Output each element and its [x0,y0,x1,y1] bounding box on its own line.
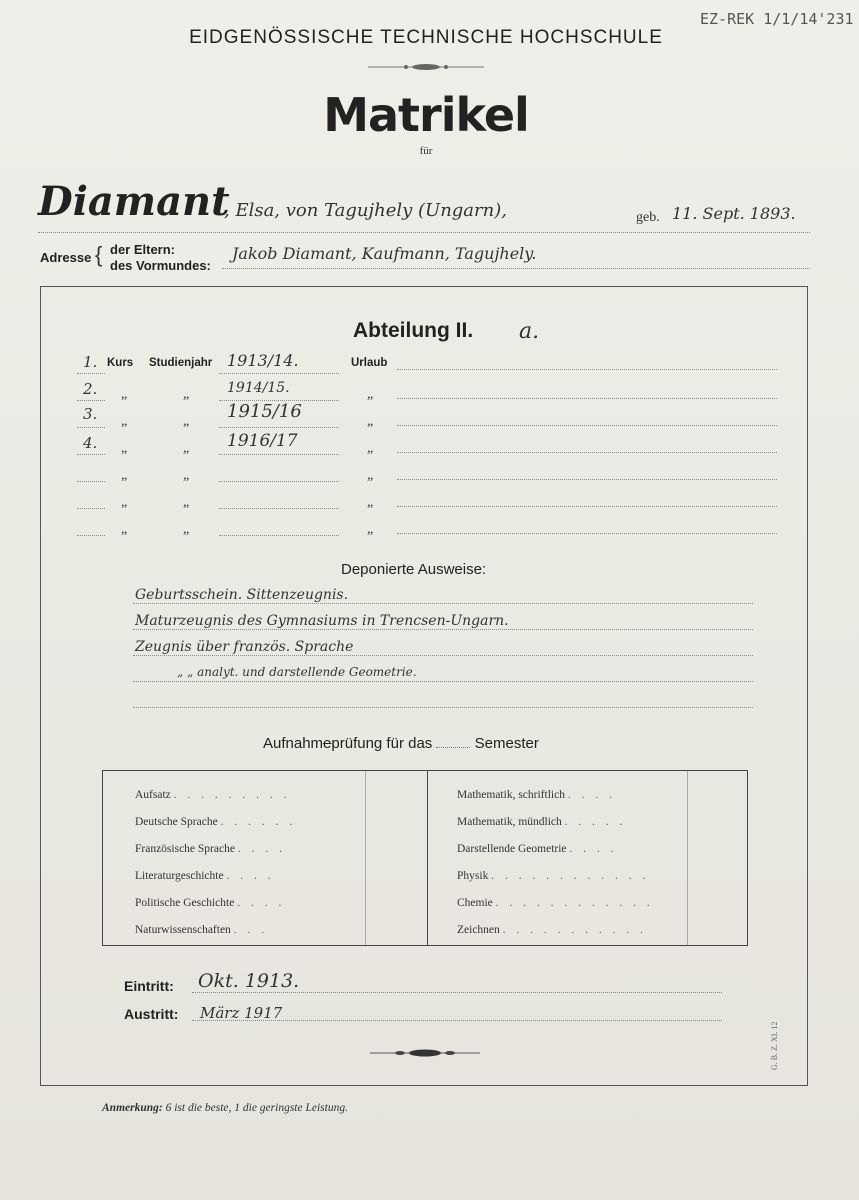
entry-value: Okt. 1913. [198,970,300,992]
exam-heading-pre: Aufnahm [263,735,324,752]
ditto-kurs-3: „ [121,414,128,429]
deposited-line-2 [133,629,753,630]
exam-subject-label: Deutsche Sprache [135,816,218,828]
deposited-item-1: Geburtsschein. Sittenzeugnis. [135,587,349,603]
course-urlaub-line-4 [397,452,777,453]
ditto-urlaub-5: „ [367,468,374,483]
ornament-divider-bottom [370,1046,480,1060]
course-year-line-7 [219,535,339,536]
archive-reference: EZ-REK 1/1/14'231 [700,10,854,28]
course-num-line-5 [77,481,105,482]
address-guardian-label: des Vormundes: [110,258,211,273]
exam-subject-right-5: Chemie . . . . . . . . . . . . [457,897,654,909]
exam-semester-blank [436,747,470,748]
course-urlaub-line-2 [397,398,777,399]
student-details: , Elsa, von Tagujhely (Ungarn), [224,200,507,221]
course-year-line-2 [219,400,339,401]
ditto-jahr-7: „ [183,522,190,537]
deposited-item-3: Zeugnis über französ. Sprache [135,639,354,655]
course-urlaub-line-6 [397,506,777,507]
ditto-urlaub-4: „ [367,441,374,456]
course-year-line-5 [219,481,339,482]
course-year-3: 1915/16 [227,401,302,422]
exam-semester-label: Semester [474,735,539,752]
course-year-1: 1913/14. [227,351,299,370]
exit-label: Austritt: [124,1006,179,1022]
deposited-line-5 [133,707,753,708]
exam-subject-left-5: Politische Geschichte . . . . [135,897,286,909]
kurs-label: Kurs [107,357,134,369]
ditto-urlaub-7: „ [367,522,374,537]
exam-grade-col-left [365,771,366,945]
ditto-kurs-2: „ [121,387,128,402]
born-label: geb. [636,210,660,225]
exam-subject-label: Physik [457,870,489,882]
ditto-urlaub-2: „ [367,387,374,402]
department-label: Abteilung II. [353,319,474,342]
urlaub-label: Urlaub [351,357,388,369]
entry-label: Eintritt: [124,978,174,994]
address-label: Adresse [40,250,92,265]
deposited-line-3 [133,655,753,656]
course-urlaub-line-5 [397,479,777,480]
exam-subject-label: Französische Sprache [135,843,235,855]
course-year-line-1 [219,373,339,374]
student-surname: Diamant [38,178,230,225]
note-text: 6 ist die beste, 1 die geringste Leistung. [165,1102,348,1114]
exam-heading-struck: e [323,735,332,752]
exam-subject-left-2: Deutsche Sprache . . . . . . [135,816,297,828]
ditto-kurs-4: „ [121,441,128,456]
exam-subject-label: Naturwissenschaften [135,924,231,936]
exit-line [192,1020,722,1021]
course-urlaub-line-3 [397,425,777,426]
exam-subject-label: Zeichnen [457,924,500,936]
page-title: Matrikel [323,88,529,142]
course-num-4: 4. [83,434,98,452]
ditto-kurs-5: „ [121,468,128,483]
form-code: G. B. Z. XI. 12 [770,1021,779,1070]
course-num-line-3 [77,427,105,428]
deposited-line-4 [133,681,753,682]
exam-subject-label: Chemie [457,897,493,909]
exam-subject-label: Darstellende Geometrie [457,843,567,855]
department-value: a. [519,319,540,344]
exam-grid [102,770,748,946]
exit-value: März 1917 [200,1004,283,1022]
exam-subject-right-2: Mathematik, mündlich . . . . . [457,816,627,828]
exam-subject-right-6: Zeichnen . . . . . . . . . . . [457,924,648,936]
deposited-item-4: „ „ analyt. und darstellende Geometrie. [177,665,417,679]
exam-subject-left-3: Französische Sprache . . . . [135,843,286,855]
entry-line [192,992,722,993]
deposited-item-2: Maturzeugnis des Gymnasiums in Trencsen-Ungarn. [135,613,509,629]
course-num-line-4 [77,454,105,455]
ditto-jahr-4: „ [183,441,190,456]
studienjahr-label: Studienjahr [149,357,213,369]
exam-subject-label: Literaturgeschichte [135,870,224,882]
exam-subject-right-1: Mathematik, schriftlich . . . . [457,789,616,801]
course-num-1: 1. [83,353,98,371]
ditto-urlaub-6: „ [367,495,374,510]
exam-grid-divider [427,771,428,945]
student-line [38,232,810,233]
exam-subject-left-4: Literaturgeschichte . . . . [135,870,275,882]
exam-subject-right-3: Darstellende Geometrie . . . . [457,843,618,855]
address-brace: { [95,242,103,267]
course-year-2: 1914/15. [227,380,290,396]
course-num-3: 3. [83,405,98,423]
exam-heading-post: prüfung für das [331,735,433,752]
address-value: Jakob Diamant, Kaufmann, Tagujhely. [232,244,537,263]
exam-heading [263,735,539,752]
note [102,1102,348,1114]
exam-subject-right-4: Physik . . . . . . . . . . . . [457,870,650,882]
ditto-jahr-5: „ [183,468,190,483]
course-num-line-1 [77,373,105,374]
ditto-kurs-6: „ [121,495,128,510]
exam-subject-label: Politische Geschichte [135,897,235,909]
exam-subject-left-6: Naturwissenschaften . . . [135,924,269,936]
matrikel-frame [40,286,808,1086]
exam-subject-label: Mathematik, mündlich [457,816,562,828]
deposited-heading: Deponierte Ausweise: [341,561,487,578]
born-value: 11. Sept. 1893. [672,204,796,223]
course-num-line-2 [77,400,105,401]
course-num-line-6 [77,508,105,509]
ornament-divider-top [368,60,484,74]
exam-grade-col-right [687,771,688,945]
ditto-jahr-6: „ [183,495,190,510]
exam-subject-left-1: Aufsatz . . . . . . . . . [135,789,291,801]
fur-label: für [419,145,433,157]
course-year-line-6 [219,508,339,509]
exam-subject-label: Mathematik, schriftlich [457,789,565,801]
course-urlaub-line-1 [397,369,777,370]
ditto-urlaub-3: „ [367,414,374,429]
course-num-line-7 [77,535,105,536]
course-year-line-3 [219,427,339,428]
note-label: Anmerkung: [102,1102,163,1114]
ditto-kurs-7: „ [121,522,128,537]
ditto-jahr-3: „ [183,414,190,429]
course-year-line-4 [219,454,339,455]
course-year-4: 1916/17 [227,431,298,451]
institution-name: EIDGENÖSSISCHE TECHNISCHE HOCHSCHULE [189,27,663,48]
address-line [222,268,810,269]
course-num-2: 2. [83,380,98,398]
ditto-jahr-2: „ [183,387,190,402]
deposited-line-1 [133,603,753,604]
exam-subject-label: Aufsatz [135,789,171,801]
address-parents-label: der Eltern: [110,242,176,257]
course-urlaub-line-7 [397,533,777,534]
